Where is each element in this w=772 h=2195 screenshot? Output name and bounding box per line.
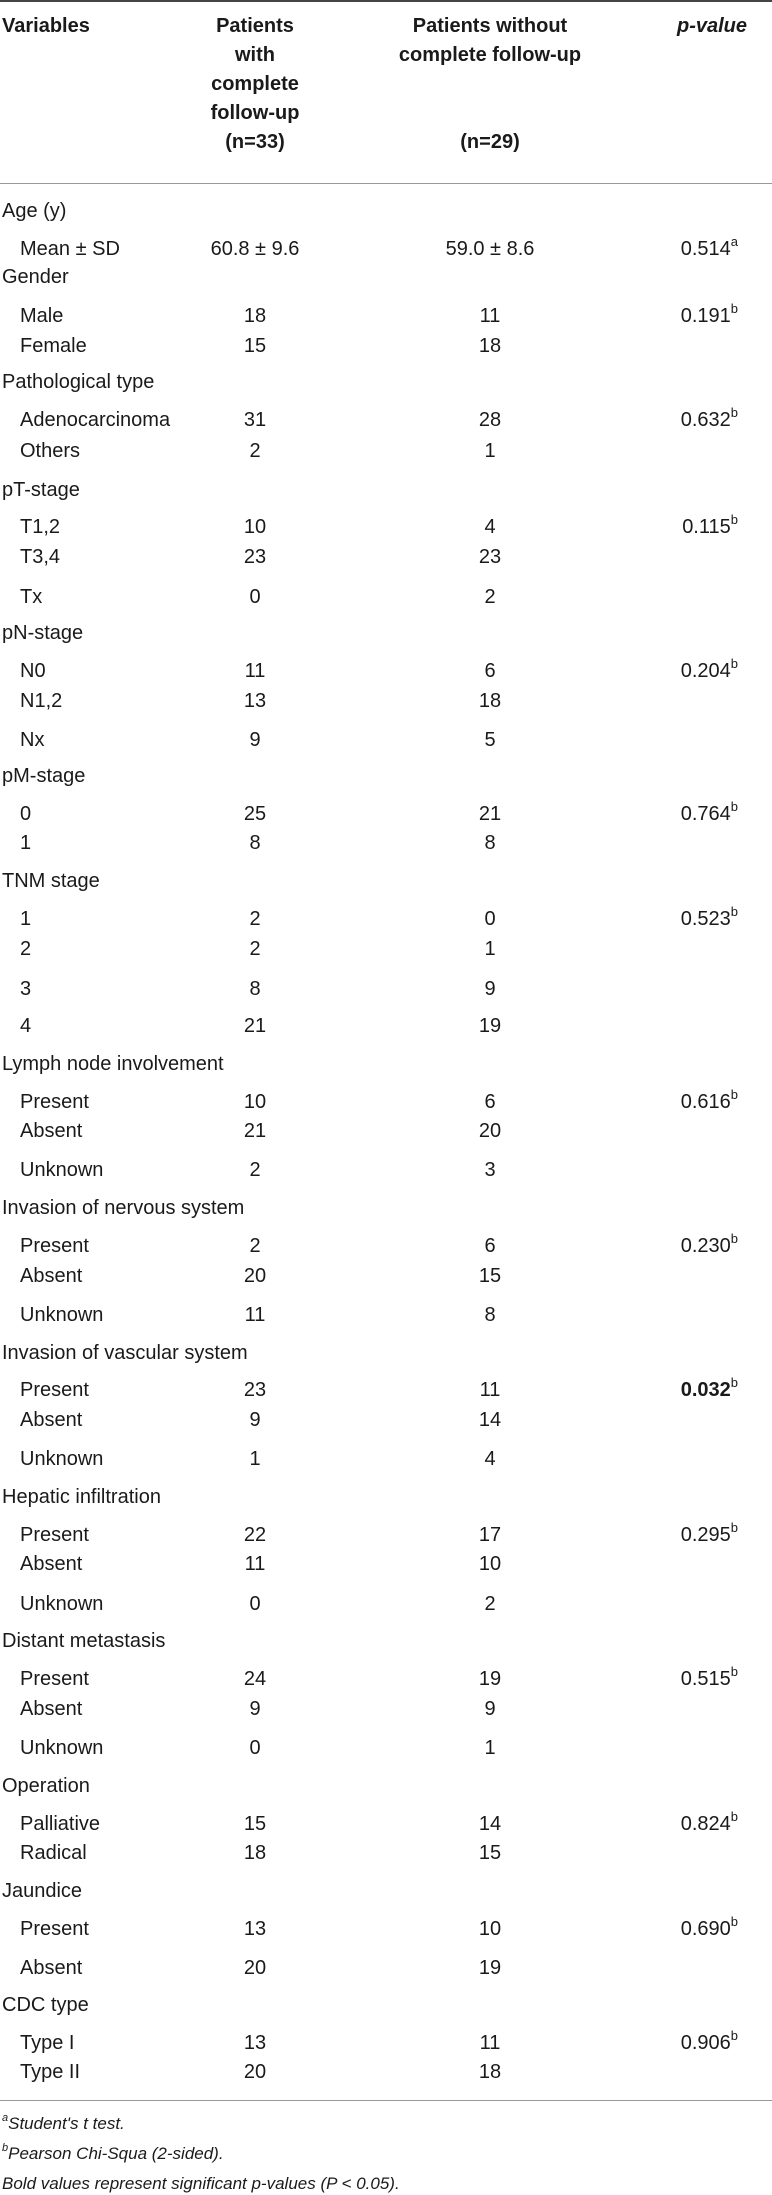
incomplete-followup-value: 11 [479, 2032, 501, 2054]
complete-followup-value: 2 [249, 938, 261, 960]
incomplete-followup-value: 8 [484, 832, 496, 854]
p-value-number: 0.115 [682, 516, 731, 538]
incomplete-followup-value: 15 [478, 1265, 502, 1287]
row-label: Others [20, 440, 81, 462]
row-label: Absent [20, 1120, 83, 1142]
p-value-footnote-marker: b [730, 512, 738, 528]
footnote-text: Student's t test. [8, 2114, 125, 2133]
incomplete-followup-value: 19 [478, 1668, 502, 1690]
p-value-footnote-marker: b [730, 1375, 738, 1391]
incomplete-followup-value: 11 [479, 1379, 501, 1401]
complete-followup-value: 9 [249, 729, 261, 751]
row-label: Palliative [20, 1813, 101, 1835]
row-label: T1,2 [20, 516, 61, 538]
row-label: Absent [20, 1957, 83, 1979]
incomplete-followup-value: 14 [478, 1409, 502, 1431]
complete-followup-value: 8 [249, 832, 261, 854]
footnote-text: Bold values represent significant p-values (P < 0.05). [2, 2174, 400, 2193]
incomplete-followup-value: 10 [478, 1918, 502, 1940]
p-value [680, 1375, 738, 1402]
p-value [680, 1231, 738, 1258]
incomplete-followup-value: 1 [484, 440, 496, 462]
complete-followup-value: 15 [243, 1813, 267, 1835]
row-label: Tx [20, 586, 43, 608]
complete-followup-value: 11 [244, 1304, 266, 1326]
p-value [680, 1809, 738, 1836]
incomplete-followup-value: 20 [478, 1120, 502, 1142]
complete-followup-value: 20 [243, 1265, 267, 1287]
p-value [680, 799, 738, 826]
incomplete-followup-value: 17 [478, 1524, 502, 1546]
p-value-number: 0.824 [680, 1813, 731, 1835]
p-value-footnote-marker: b [730, 1520, 738, 1536]
footnote-marker: a [2, 2112, 9, 2125]
p-value-footnote-marker: b [730, 1914, 738, 1930]
p-value [680, 405, 738, 432]
p-value-number: 0.515 [680, 1668, 731, 1690]
complete-followup-value: 31 [243, 409, 267, 431]
incomplete-followup-value: 0 [484, 908, 496, 930]
row-label: Female [20, 335, 87, 357]
complete-followup-value: 8 [249, 978, 261, 1000]
header-complete-n: (n=33) [225, 131, 285, 153]
p-value [680, 656, 738, 683]
group-label: Gender [2, 266, 69, 288]
group-label: Distant metastasis [2, 1630, 166, 1652]
incomplete-followup-value: 4 [484, 1448, 496, 1470]
incomplete-followup-value: 19 [478, 1015, 502, 1037]
p-value-footnote-marker: b [730, 656, 738, 672]
incomplete-followup-value: 8 [484, 1304, 496, 1326]
group-label: TNM stage [2, 870, 100, 892]
row-label: 1 [20, 832, 32, 854]
group-label: CDC type [2, 1994, 89, 2016]
header-complete-label: Patients with complete follow-up [210, 15, 300, 124]
incomplete-followup-value: 18 [478, 335, 502, 357]
p-value [680, 904, 738, 931]
row-label: Unknown [20, 1593, 104, 1615]
complete-followup-value: 2 [249, 1159, 261, 1181]
incomplete-followup-value: 9 [484, 1698, 496, 1720]
p-value-number: 0.523 [680, 908, 731, 930]
complete-followup-value: 11 [244, 660, 266, 682]
complete-followup-value: 10 [243, 516, 267, 538]
row-label: Absent [20, 1553, 83, 1575]
header-complete [155, 12, 355, 157]
complete-followup-value: 1 [249, 1448, 261, 1470]
p-value-number: 0.295 [680, 1524, 731, 1546]
row-label: Unknown [20, 1304, 104, 1326]
complete-followup-value: 2 [249, 440, 261, 462]
group-label: Jaundice [2, 1880, 83, 1902]
row-label: 3 [20, 978, 32, 1000]
row-label: Type I [20, 2032, 75, 2054]
p-value-number: 0.632 [680, 409, 731, 431]
group-label: Invasion of vascular system [2, 1342, 248, 1364]
complete-followup-value: 23 [243, 546, 267, 568]
complete-followup-value: 0 [249, 586, 261, 608]
complete-followup-value: 15 [243, 335, 267, 357]
incomplete-followup-value: 23 [478, 546, 502, 568]
row-label: Absent [20, 1409, 83, 1431]
row-label: Unknown [20, 1737, 104, 1759]
p-value-footnote-marker: b [730, 904, 738, 920]
header-rule [0, 183, 772, 184]
complete-followup-value: 23 [243, 1379, 267, 1401]
p-value-footnote-marker: b [730, 301, 738, 317]
row-label: Male [20, 305, 64, 327]
p-value-footnote-marker: b [730, 1664, 738, 1680]
p-value-number: 0.514 [680, 238, 731, 260]
incomplete-followup-value: 6 [484, 1235, 496, 1257]
group-label: Lymph node involvement [2, 1053, 224, 1075]
p-value [680, 1087, 738, 1114]
complete-followup-value: 0 [249, 1593, 261, 1615]
row-label: T3,4 [20, 546, 61, 568]
row-label: Present [20, 1918, 89, 1940]
row-label: 2 [20, 938, 32, 960]
incomplete-followup-value: 1 [484, 938, 496, 960]
p-value-number: 0.191 [680, 305, 731, 327]
row-label: 0 [20, 803, 32, 825]
complete-followup-value: 2 [249, 1235, 261, 1257]
p-value [680, 2028, 738, 2055]
group-label: pT-stage [2, 479, 80, 501]
footnote-marker: b [2, 2142, 9, 2155]
incomplete-followup-value: 10 [478, 1553, 502, 1575]
complete-followup-value: 21 [243, 1120, 267, 1142]
complete-followup-value: 2 [249, 908, 261, 930]
p-value-footnote-marker: a [730, 234, 738, 250]
complete-followup-value: 13 [243, 690, 267, 712]
header-pvalue: p-value [676, 15, 748, 37]
complete-followup-value: 22 [243, 1524, 267, 1546]
p-value-footnote-marker: b [730, 2028, 738, 2044]
complete-followup-value: 10 [243, 1091, 267, 1113]
complete-followup-value: 25 [243, 803, 267, 825]
p-value [680, 234, 738, 261]
complete-followup-value: 9 [249, 1698, 261, 1720]
row-label: Present [20, 1235, 89, 1257]
p-value-number: 0.690 [680, 1918, 731, 1940]
row-label: Present [20, 1091, 89, 1113]
row-label: Adenocarcinoma [20, 409, 171, 431]
bottom-rule [0, 2100, 772, 2101]
complete-followup-value: 13 [243, 1918, 267, 1940]
incomplete-followup-value: 2 [484, 586, 496, 608]
p-value-number: 0.764 [680, 803, 731, 825]
complete-followup-value: 20 [243, 2061, 267, 2083]
header-incomplete-n: (n=29) [460, 131, 520, 153]
p-value-number: 0.204 [680, 660, 731, 682]
incomplete-followup-value: 1 [484, 1737, 496, 1759]
p-value [682, 512, 738, 539]
p-value [680, 1664, 738, 1691]
incomplete-followup-value: 19 [478, 1957, 502, 1979]
incomplete-followup-value: 18 [478, 2061, 502, 2083]
p-value-footnote-marker: b [730, 405, 738, 421]
complete-followup-value: 18 [243, 1842, 267, 1864]
incomplete-followup-value: 59.0 ± 8.6 [445, 238, 535, 260]
row-label: Present [20, 1379, 89, 1401]
footnote [2, 2143, 224, 2165]
row-label: Nx [20, 729, 45, 751]
top-rule [0, 0, 772, 2]
incomplete-followup-value: 6 [484, 660, 496, 682]
group-label: Hepatic infiltration [2, 1486, 161, 1508]
footnote-text: Pearson Chi-Squa (2-sided). [8, 2144, 224, 2163]
row-label: Unknown [20, 1448, 104, 1470]
incomplete-followup-value: 9 [484, 978, 496, 1000]
group-label: Age (y) [2, 200, 67, 222]
row-label: Present [20, 1668, 89, 1690]
complete-followup-value: 60.8 ± 9.6 [210, 238, 300, 260]
p-value-number: 0.616 [680, 1091, 731, 1113]
incomplete-followup-value: 4 [484, 516, 496, 538]
row-label: Type II [20, 2061, 81, 2083]
group-label: Operation [2, 1775, 90, 1797]
p-value-footnote-marker: b [730, 1231, 738, 1247]
incomplete-followup-value: 3 [484, 1159, 496, 1181]
group-label: Invasion of nervous system [2, 1197, 245, 1219]
p-value-number: 0.032 [680, 1379, 731, 1401]
p-value-footnote-marker: b [730, 1087, 738, 1103]
row-label: Absent [20, 1698, 83, 1720]
complete-followup-value: 9 [249, 1409, 261, 1431]
complete-followup-value: 11 [244, 1553, 266, 1575]
header-variables: Variables [2, 15, 90, 37]
complete-followup-value: 24 [243, 1668, 267, 1690]
header-incomplete [375, 12, 605, 157]
incomplete-followup-value: 28 [478, 409, 502, 431]
incomplete-followup-value: 2 [484, 1593, 496, 1615]
row-label: Mean ± SD [20, 238, 120, 260]
group-label: Pathological type [2, 371, 155, 393]
row-label: Radical [20, 1842, 87, 1864]
complete-followup-value: 13 [243, 2032, 267, 2054]
p-value-footnote-marker: b [730, 1809, 738, 1825]
incomplete-followup-value: 15 [478, 1842, 502, 1864]
incomplete-followup-value: 6 [484, 1091, 496, 1113]
complete-followup-value: 0 [249, 1737, 261, 1759]
incomplete-followup-value: 18 [478, 690, 502, 712]
p-value-footnote-marker: b [730, 799, 738, 815]
p-value [680, 301, 738, 328]
p-value-number: 0.230 [680, 1235, 731, 1257]
p-value-number: 0.906 [680, 2032, 731, 2054]
incomplete-followup-value: 5 [484, 729, 496, 751]
complete-followup-value: 21 [243, 1015, 267, 1037]
group-label: pN-stage [2, 622, 84, 644]
incomplete-followup-value: 21 [478, 803, 502, 825]
row-label: 4 [20, 1015, 32, 1037]
p-value [680, 1520, 738, 1547]
row-label: Unknown [20, 1159, 104, 1181]
complete-followup-value: 20 [243, 1957, 267, 1979]
row-label: N1,2 [20, 690, 63, 712]
header-incomplete-label: Patients without complete follow-up [398, 15, 582, 66]
row-label: Absent [20, 1265, 83, 1287]
complete-followup-value: 18 [243, 305, 267, 327]
row-label: Present [20, 1524, 89, 1546]
row-label: N0 [20, 660, 46, 682]
row-label: 1 [20, 908, 32, 930]
p-value [680, 1914, 738, 1941]
footnote [2, 2113, 125, 2135]
incomplete-followup-value: 14 [478, 1813, 502, 1835]
group-label: pM-stage [2, 765, 86, 787]
incomplete-followup-value: 11 [479, 305, 501, 327]
